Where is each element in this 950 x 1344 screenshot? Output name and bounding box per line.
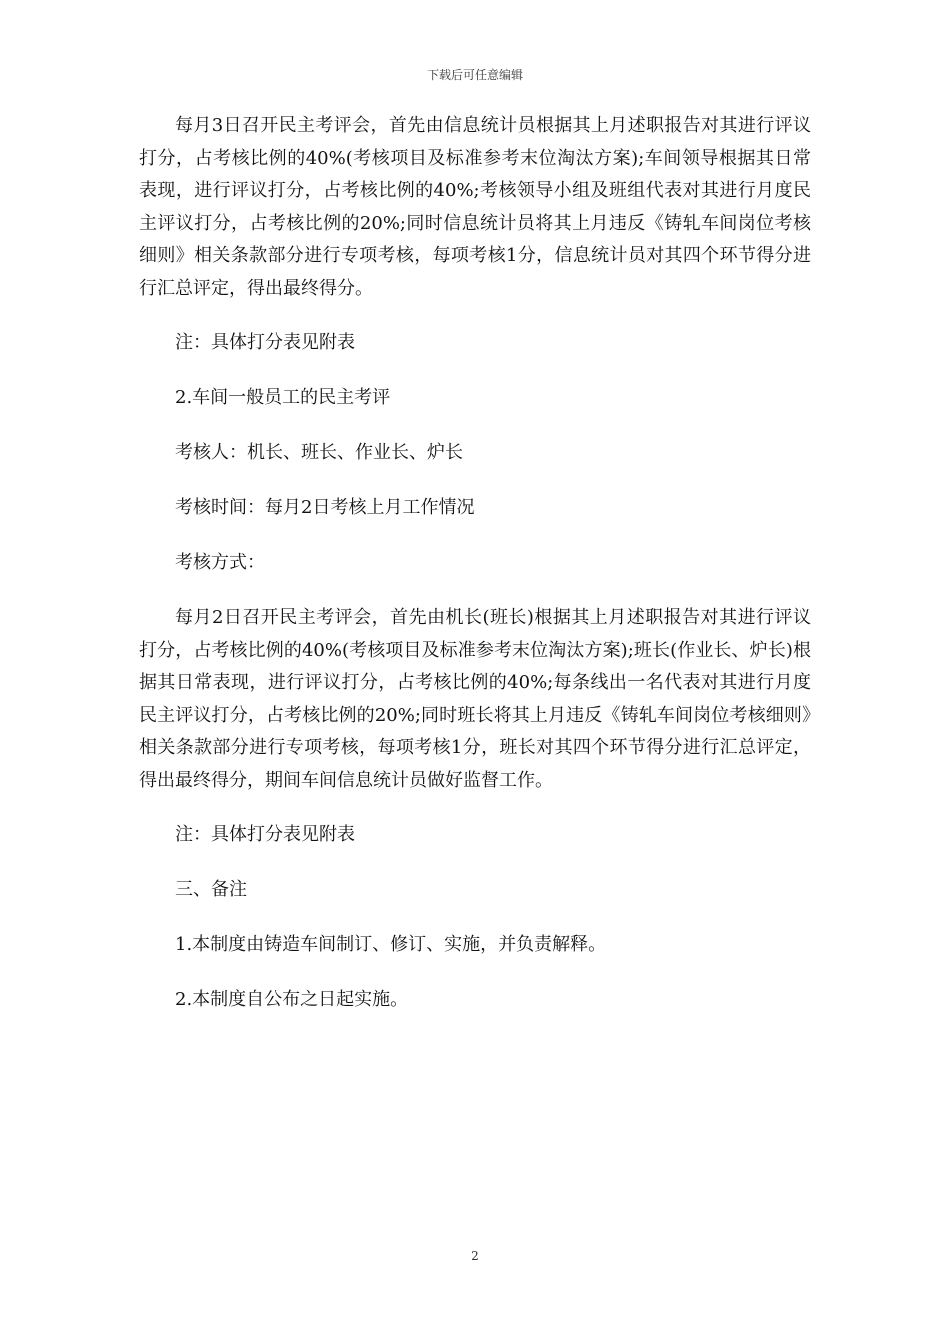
- paragraph-remark-2: 2.本制度自公布之日起实施。: [175, 989, 409, 1010]
- paragraph-remark-1: 1.本制度由铸造车间制订、修订、实施，并负责解释。: [175, 934, 607, 955]
- paragraph-assessment-method: 考核方式：: [175, 552, 265, 573]
- document-body: [139, 110, 811, 1039]
- paragraph-note-1: 注：具体打分表见附表: [175, 332, 355, 353]
- page-header: 下载后可任意编辑: [426, 68, 523, 82]
- section-heading-remarks: 三、备注: [175, 879, 247, 900]
- paragraph-evaluation-stats: 每月3日召开民主考评会，首先由信息统计员根据其上月述职报告对其进行评议打分，占考核比例的40%(考核项目及标准参考末位淘汰方案);车间领导根据其日常表现，进行评议打分，占考核比例的40%;考核领导小组及班组代表对其进行月度民主评议打分，占考核比例的20%;同时信息统计员将其上月违反《铸轧车间岗位考核细则》相关条款部分进行专项考核，每项考核1分，信息统计员对其四个环节得分进行汇总评定，得出最终得分。: [139, 115, 811, 299]
- paragraph-assessors: 考核人：机长、班长、作业长、炉长: [175, 442, 463, 463]
- paragraph-evaluation-staff: 每月2日召开民主考评会，首先由机长(班长)根据其上月述职报告对其进行评议打分，占考核比例的40%(考核项目及标准参考末位淘汰方案);班长(作业长、炉长)根据其日常表现，进行评议打分，占考核比例的40%;每条线出一名代表对其进行月度民主评议打分，占考核比例的20%;同时班长将其上月违反《铸轧车间岗位考核细则》相关条款部分进行专项考核，每项考核1分，班长对其四个环节得分进行汇总评定，得出最终得分，期间车间信息统计员做好监督工作。: [139, 607, 811, 791]
- paragraph-assessment-time: 考核时间：每月2日考核上月工作情况: [175, 497, 475, 518]
- page-number: 2: [471, 1249, 479, 1263]
- paragraph-note-2: 注：具体打分表见附表: [175, 824, 355, 845]
- section-heading-general-staff: 2.车间一般员工的民主考评: [175, 387, 391, 408]
